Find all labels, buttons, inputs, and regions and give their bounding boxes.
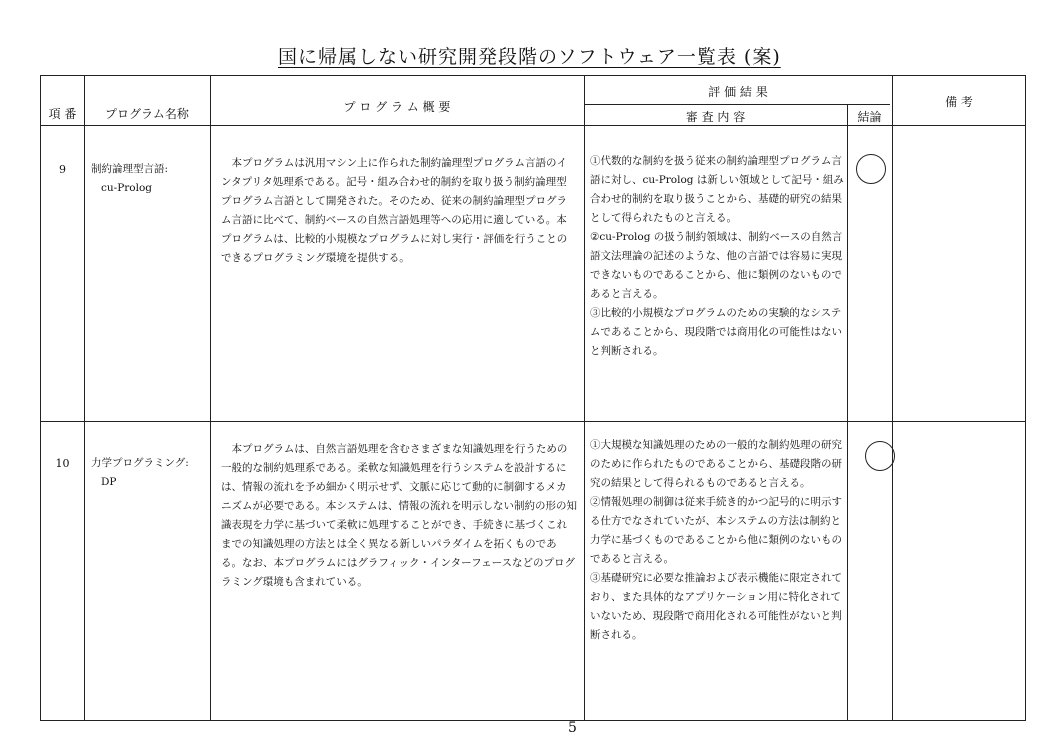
col-divider	[892, 76, 893, 720]
page-number: 5	[568, 720, 577, 736]
row-program-name	[91, 454, 209, 492]
header-remarks: 備 考	[945, 95, 973, 109]
row-program-summary: 本プログラムは汎用マシン上に作られた制約論理型プログラム言語のインタプリタ処理系である。記号・組み合わせ的制約を取り扱う制約論理型プログラム言語として開発された。そのため、従来の制約論理型プログラム言語に比べて、制約ベースの自然言語処理等への応用に適している。本プログラムは、比較的小規模なプログラムに対し実行・評価を行うことのできるプログラミング環境を提供する。	[221, 157, 568, 264]
header-evaluation-result: 評 価 結 果	[708, 85, 768, 99]
program-name-line: 制約論理型言語:	[91, 163, 169, 175]
program-name-line: cu-Prolog	[101, 182, 152, 194]
row-program-name	[91, 160, 209, 198]
row-program-summary: 本プログラムは、自然言語処理を含むさまざまな知識処理を行うための一般的な制約処理系である。柔軟な知識処理を行うシステムを設計するには、情報の流れを予め細かく明示せず、文脈に応じて動的に制御するメカニズムが必要である。本システムは、情報の流れを明示しない制約の形の知識表現を力学に基づいて柔軟に処理することができ、手続きに基づくこれまでの知識処理の方法とは全く異なる新しいパラダイムを拓くものである。なお、本プログラムにはグラフィック・インターフェースなどのプログラミング環境も含まれている。	[221, 443, 577, 588]
software-list-table	[40, 75, 1026, 721]
row-item-no: 10	[55, 457, 70, 470]
header-bottom-line	[41, 125, 1025, 126]
col-divider	[210, 76, 211, 720]
review-point: ②cu-Prolog の扱う制約領域は、制約ベースの自然言語文法理論の記述のような、他の言語では容易に実現できないものであることから、他に類例のないものであると言える。	[590, 231, 843, 300]
review-point: ①代数的な制約を扱う従来の制約論理型プログラム言語に対し、cu-Prolog は新しい領域として記号・組み合わせ的制約を取り扱うことから、基礎的研究の結果として得られたものと言える。	[590, 155, 844, 224]
review-point: ③基礎研究に必要な推論および表示機能に限定されており、また具体的なアプリケーション用に特化されていないため、現段階で商用化される可能性がないと判断される。	[590, 572, 842, 641]
eval-subheader-line	[584, 104, 890, 105]
program-name-line: DP	[101, 476, 117, 488]
review-point: ②情報処理の制御は従来手続き的かつ記号的に明示する仕方でなされていたが、本システムの方法は制約と力学に基づくものであることから他に類例のないものであると言える。	[590, 496, 842, 565]
header-program-name: プログラム名称	[105, 107, 189, 121]
review-point: ①大規模な知識処理のための一般的な制約処理の研究のために作られたものであることから、基礎段階の研究の結果として得られるものであると言える。	[590, 439, 842, 489]
row-divider	[41, 421, 1025, 422]
row-item-no: 9	[59, 163, 66, 176]
col-divider	[584, 76, 585, 720]
conclusion-circle-mark	[865, 441, 895, 471]
document-title: 国に帰属しない研究開発段階のソフトウェア一覧表 (案)	[278, 46, 781, 68]
header-review-content: 審 査 内 容	[685, 110, 746, 124]
conclusion-circle-mark	[856, 154, 886, 184]
header-item-no: 項 番	[48, 107, 77, 121]
col-divider	[847, 104, 848, 720]
header-program-summary: プ ロ グ ラ ム 概 要	[343, 100, 451, 114]
col-divider	[84, 76, 85, 720]
header-conclusion: 結論	[857, 110, 882, 124]
program-name-line: 力学プログラミング:	[91, 457, 189, 469]
row-review-content	[590, 152, 844, 361]
review-point: ③比較的小規模なプログラムのための実験的なシステムであることから、現段階では商用化の可能性はないと判断される。	[590, 307, 842, 357]
row-review-content	[590, 436, 844, 645]
